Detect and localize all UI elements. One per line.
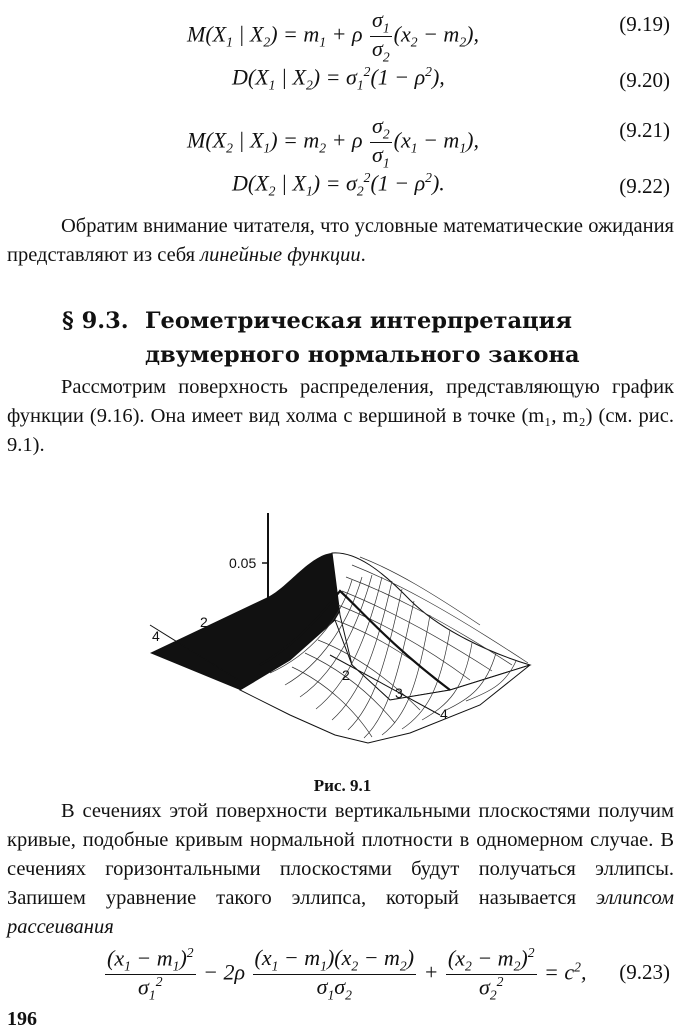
figure-9-1-surface bbox=[120, 505, 560, 765]
paragraph-text: Рассмотрим поверхность распределения, представляющую график функции (9.16). Она имеет вид холма с вершиной в точке (m₁, m₂) (см. рис. 9.1). bbox=[7, 376, 674, 456]
y-tick-label-4: 4 bbox=[152, 628, 160, 644]
equation-9-23-formula: $\frac{(x_1 - m_1)^2}{\sigma_1^2}$ − 2ρ $\frac{(x_1 - m_1)(x_2 - m_2)}{\sigma_1\sigma_2}$ + $\frac{(x_2 - m_2)^2}{\sigma_2^2}$ = $c^2$, bbox=[107, 945, 587, 1003]
section-title-line2: двумерного нормального закона bbox=[145, 342, 580, 368]
equation-9-20 bbox=[0, 58, 685, 106]
paragraph-text: В сечениях этой поверхности вертикальными плоскостями получим кривые, подобные кривым нормальной плотности в одномерном случае. В сечениях горизонтальными плоскостями будут получаться эллипсы. Запишем уравнение такого эллипса, который называется bbox=[7, 800, 674, 909]
surface-plot bbox=[120, 505, 560, 765]
equation-9-20-formula: $D(X_1$ | $X_2) = \sigma_1^2(1 - \rho^2)$, bbox=[232, 64, 445, 93]
section-number: § 9.3. bbox=[62, 308, 129, 334]
equation-9-21 bbox=[0, 108, 685, 171]
equation-9-19 bbox=[0, 2, 685, 65]
equation-number: (9.20) bbox=[619, 68, 670, 92]
z-tick-label: 0.05 bbox=[229, 555, 257, 571]
equation-9-23 bbox=[0, 942, 685, 1004]
figure-caption: Рис. 9.1 bbox=[313, 776, 372, 795]
equation-9-22-formula: $D(X_2$ | $X_1) = \sigma_2^2(1 - \rho^2)$. bbox=[232, 170, 445, 199]
equation-number: (9.23) bbox=[619, 960, 670, 984]
paragraph-sections bbox=[7, 797, 674, 942]
x-tick-label-2: 2 bbox=[342, 667, 350, 683]
equation-9-19-formula: $M(X_1$ | $X_2) = m_1 + \rho$ $\frac{\sigma_1}{\sigma_2}$ $(x_2 - m_2)$, bbox=[187, 7, 479, 65]
equation-9-21-formula: $M(X_2$ | $X_1) = m_2 + \rho$ $\frac{\sigma_2}{\sigma_1}$ $(x_1 - m_1)$, bbox=[187, 113, 479, 171]
page-number: 196 bbox=[7, 1008, 37, 1030]
paragraph-conditional-expectations bbox=[7, 212, 674, 270]
section-title-line1: Геометрическая интерпретация bbox=[145, 308, 572, 334]
y-tick-label-2: 2 bbox=[200, 614, 208, 630]
paragraph-text: Обратим внимание читателя, что условные математические ожидания представляют из себя bbox=[7, 215, 674, 266]
paragraph-end: . bbox=[360, 244, 366, 266]
equation-9-22 bbox=[0, 164, 685, 212]
equation-number: (9.21) bbox=[619, 118, 670, 142]
equation-number: (9.19) bbox=[619, 12, 670, 36]
emphasis-dispersion-ellipse: эллипсом рассеивания bbox=[7, 887, 674, 938]
emphasis-linear-functions: линейные функции bbox=[200, 244, 361, 266]
equation-number: (9.22) bbox=[619, 174, 670, 198]
x-tick-label-3: 3 bbox=[395, 685, 403, 701]
x-tick-label-4: 4 bbox=[440, 706, 448, 722]
paragraph-surface-description bbox=[7, 373, 674, 460]
